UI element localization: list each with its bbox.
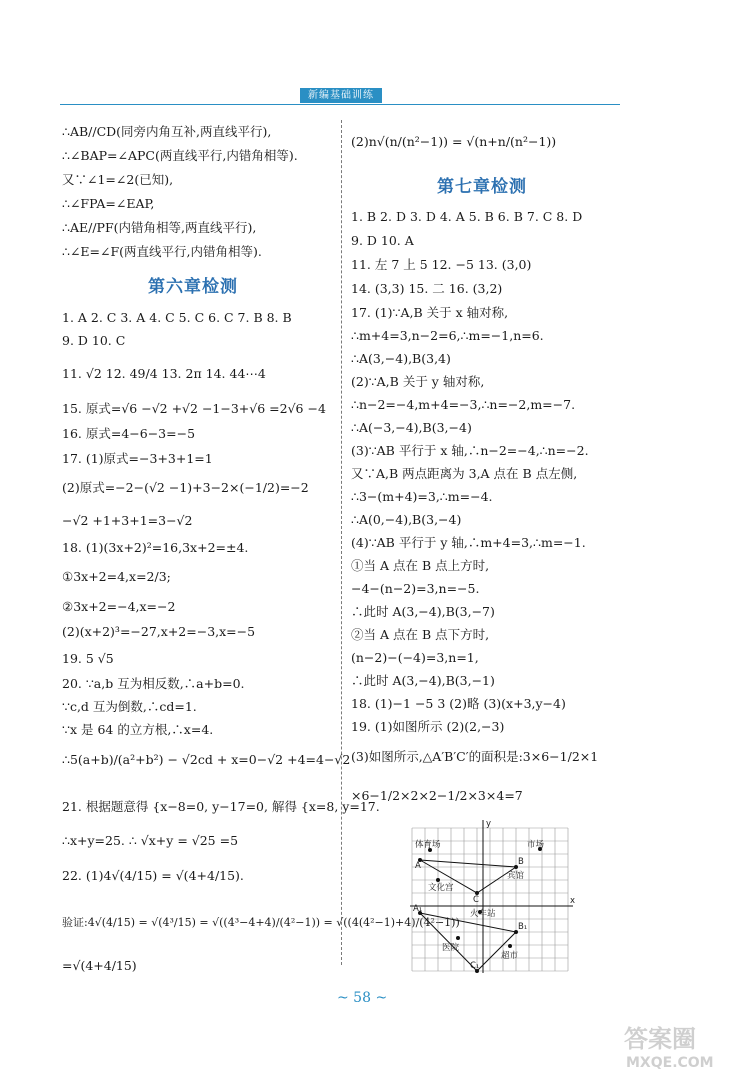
right-answer-line: 14. (3,3) 15. 二 16. (3,2) xyxy=(351,281,503,296)
left-answer-line: −√2 +1+3+1=3−√2 xyxy=(62,513,193,528)
header-title: 新编基础训练 xyxy=(300,88,382,103)
right-answer-line: ∴A(0,−4),B(3,−4) xyxy=(351,512,462,527)
chapter-7-title: 第七章检测 xyxy=(437,177,527,197)
right-answer-line: (3)如图所示,△A′B′C′的面积是:3×6−1/2×1 xyxy=(351,749,599,764)
left-answer-line: =√(4+4/15) xyxy=(62,958,137,973)
right-answer-line: ∴A(−3,−4),B(3,−4) xyxy=(351,420,472,435)
label-hotel: 宾馆 xyxy=(507,871,525,881)
right-answer-line: ①当 A 点在 B 点上方时, xyxy=(351,558,490,573)
left-intro-line: 又∵∠1=∠2(已知), xyxy=(62,172,174,187)
right-answer-line: (n−2)−(−4)=3,n=1, xyxy=(351,650,479,665)
right-answer-line: 1. B 2. D 3. D 4. A 5. B 6. B 7. C 8. D xyxy=(351,209,583,224)
left-answer-line: 验证:4√(4/15) = √(4³/15) = √((4³−4+4)/(4²−1)) = √((4(4²−1)+4)/(4²−1)) xyxy=(62,916,460,929)
label-supermarket: 超市 xyxy=(501,951,519,961)
right-answer-line: 18. (1)−1 −5 3 (2)略 (3)(x+3,y−4) xyxy=(351,696,566,711)
label-station: 火车站 xyxy=(470,909,496,919)
page-number: ~ 58 ~ xyxy=(337,990,388,1006)
right-answer-line: (3)∵AB 平行于 x 轴,∴n−2=−4,∴n=−2. xyxy=(351,443,589,458)
label-market: 市场 xyxy=(527,840,545,850)
label-point-a: A xyxy=(415,861,421,871)
left-answer-line: 16. 原式=4−6−3=−5 xyxy=(62,426,196,441)
left-answer-line: (2)(x+2)³=−27,x+2=−3,x=−5 xyxy=(62,624,256,639)
right-answer-line: ∴A(3,−4),B(3,4) xyxy=(351,351,451,366)
label-stadium: 体育场 xyxy=(415,840,441,850)
left-answer-line: ∴x+y=25. ∴ √x+y = √25 =5 xyxy=(62,833,239,848)
left-answer-line: 1. A 2. C 3. A 4. C 5. C 6. C 7. B 8. B xyxy=(62,310,292,325)
coordinate-map-figure xyxy=(410,818,575,973)
label-x-axis: x xyxy=(570,896,575,906)
right-answer-line: ×6−1/2×2×2−1/2×3×4=7 xyxy=(351,788,523,803)
left-answer-line: 19. 5 √5 xyxy=(62,651,114,666)
left-answer-line: ②3x+2=−4,x=−2 xyxy=(62,599,176,614)
right-answer-line: (2)∵A,B 关于 y 轴对称, xyxy=(351,374,485,389)
left-answer-line: ∴5(a+b)/(a²+b²) − √2cd + x=0−√2 +4=4−√2 xyxy=(62,752,351,767)
left-answer-line: (2)原式=−2−(√2 −1)+3−2×(−1/2)=−2 xyxy=(62,480,309,495)
left-answer-line: ∵c,d 互为倒数,∴cd=1. xyxy=(62,699,197,714)
label-culture: 文化宫 xyxy=(428,883,454,893)
right-answer-line: ∴n−2=−4,m+4=−3,∴n=−2,m=−7. xyxy=(351,397,576,412)
label-point-a1: A₁ xyxy=(413,904,423,914)
left-answer-line: 22. (1)4√(4/15) = √(4+4/15). xyxy=(62,868,244,883)
label-y-axis: y xyxy=(486,819,492,829)
right-answer-line: −4−(n−2)=3,n=−5. xyxy=(351,581,480,596)
right-answer-line: (4)∵AB 平行于 y 轴,∴m+4=3,∴m=−1. xyxy=(351,535,586,550)
left-answer-line: ①3x+2=4,x=2/3; xyxy=(62,569,171,584)
label-point-b: B xyxy=(518,857,524,867)
left-intro-line: ∴∠FPA=∠EAP, xyxy=(62,196,155,211)
right-answer-line: ∴m+4=3,n−2=6,∴m=−1,n=6. xyxy=(351,328,544,343)
left-answer-line: 15. 原式=√6 −√2 +√2 −1−3+√6 =2√6 −4 xyxy=(62,401,326,416)
column-divider xyxy=(341,120,342,965)
left-answer-line: 11. √2 12. 49/4 13. 2π 14. 44⋯4 xyxy=(62,366,266,381)
right-answer-line: 又∵A,B 两点距离为 3,A 点在 B 点左侧, xyxy=(351,466,578,481)
header-rule xyxy=(60,104,620,105)
page-header xyxy=(60,86,620,106)
watermark-top-text: 答案圈 xyxy=(624,1025,696,1053)
watermark-logo xyxy=(620,1015,740,1080)
label-point-b1: B₁ xyxy=(518,922,528,932)
left-answer-line: 17. (1)原式=−3+3+1=1 xyxy=(62,451,213,466)
left-answer-line: ∵x 是 64 的立方根,∴x=4. xyxy=(62,722,214,737)
left-answer-line: 21. 根据题意得 {x−8=0, y−17=0, 解得 {x=8, y=17. xyxy=(62,799,380,814)
right-answer-line: ∴此时 A(3,−4),B(3,−7) xyxy=(351,604,495,619)
left-intro-line: ∴AB//CD(同旁内角互补,两直线平行), xyxy=(62,124,272,139)
right-answer-line: ②当 A 点在 B 点下方时, xyxy=(351,627,490,642)
left-answer-line: 18. (1)(3x+2)²=16,3x+2=±4. xyxy=(62,540,249,555)
left-answer-line: 9. D 10. C xyxy=(62,333,126,348)
right-answer-line: 17. (1)∵A,B 关于 x 轴对称, xyxy=(351,305,509,320)
label-hospital: 医院 xyxy=(442,943,460,953)
right-answer-line: 9. D 10. A xyxy=(351,233,414,248)
left-intro-line: ∴AE//PF(内错角相等,两直线平行), xyxy=(62,220,257,235)
left-answer-line: 20. ∵a,b 互为相反数,∴a+b=0. xyxy=(62,676,245,691)
right-answer-line: ∴此时 A(3,−4),B(3,−1) xyxy=(351,673,495,688)
left-intro-line: ∴∠BAP=∠APC(两直线平行,内错角相等). xyxy=(62,148,298,163)
chapter-6-title: 第六章检测 xyxy=(148,277,238,297)
right-answer-line: 11. 左 7 上 5 12. −5 13. (3,0) xyxy=(351,257,532,272)
label-point-c: C xyxy=(473,895,479,905)
right-answer-line: 19. (1)如图所示 (2)(2,−3) xyxy=(351,719,505,734)
triangle-a1b1c1 xyxy=(420,913,516,971)
coordinate-grid-svg xyxy=(410,818,575,973)
right-answer-line: ∴3−(m+4)=3,∴m=−4. xyxy=(351,489,493,504)
left-intro-line: ∴∠E=∠F(两直线平行,内错角相等). xyxy=(62,244,262,259)
watermark-bottom-text: MXQE.COM xyxy=(626,1055,714,1071)
right-first-line: (2)n√(n/(n²−1)) = √(n+n/(n²−1)) xyxy=(351,134,557,149)
label-point-c1: C₁ xyxy=(470,961,480,971)
